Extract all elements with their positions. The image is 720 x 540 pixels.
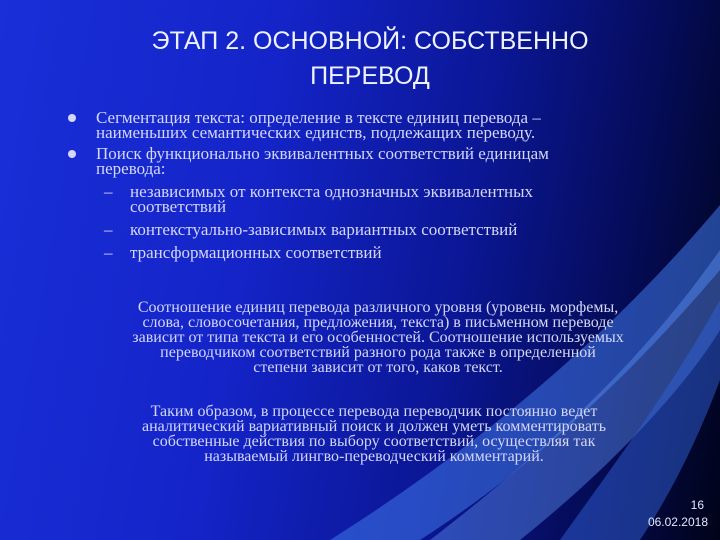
paragraph-line: степени зависит от того, каков текст. xyxy=(253,359,503,376)
paragraph-line: Таким образом, в процессе перевода переводчик постоянно ведет xyxy=(150,403,598,420)
page-number: 16 xyxy=(690,498,704,512)
bullet-text: перевода: xyxy=(96,159,166,178)
paragraph-line: называемый лингво-переводческий комментарий. xyxy=(204,448,544,465)
bullet-text: Поиск функционально эквивалентных соответствий единицам xyxy=(96,144,549,163)
bullet-dot-icon xyxy=(68,150,76,158)
slide-title xyxy=(110,24,630,94)
bullet-item xyxy=(66,110,656,140)
dash-marker: – xyxy=(104,243,113,262)
bullet-list xyxy=(66,110,656,266)
bullet-item xyxy=(66,146,656,176)
paragraph-unit-relations xyxy=(88,300,668,375)
paragraph-line: зависит от типа текста и его особенностей. Соотношение используемых xyxy=(132,329,624,346)
paragraph-line: собственные действия по выбору соответствий, осуществляя так xyxy=(152,433,596,450)
paragraph-line: аналитический вариативный поиск и должен уметь комментировать xyxy=(142,418,606,435)
dash-marker: – xyxy=(104,220,113,239)
sub-item xyxy=(66,184,656,214)
paragraph-conclusion xyxy=(100,404,648,464)
bullet-text: Сегментация текста: определение в тексте единиц перевода – xyxy=(96,108,541,127)
slide-date: 06.02.2018 xyxy=(647,515,708,529)
sub-item-text: соответствий xyxy=(130,197,227,216)
bullet-text: наименьших семантических единств, подлежащих переводу. xyxy=(96,123,536,142)
sub-item-text: трансформационных соответствий xyxy=(130,243,382,262)
paragraph-line: слова, словосочетания, предложения, текста) в письменном переводе xyxy=(142,314,614,331)
paragraph-line: Соотношение единиц перевода различного уровня (уровень морфемы, xyxy=(137,299,619,316)
paragraph-line: переводчиком соответствий разного рода также в определенной xyxy=(160,344,596,361)
sub-item xyxy=(66,222,656,237)
sub-item-text: контекстуально-зависимых вариантных соответствий xyxy=(130,220,518,239)
dash-marker: – xyxy=(104,182,113,201)
title-line-2: ПЕРЕВОД xyxy=(310,62,430,90)
sub-item-text: независимых от контекста однозначных эквивалентных xyxy=(130,182,534,201)
sub-item xyxy=(66,245,656,260)
title-line-1: ЭТАП 2. ОСНОВНОЙ: СОБСТВЕННО xyxy=(151,27,589,55)
bullet-dot-icon xyxy=(68,114,76,122)
